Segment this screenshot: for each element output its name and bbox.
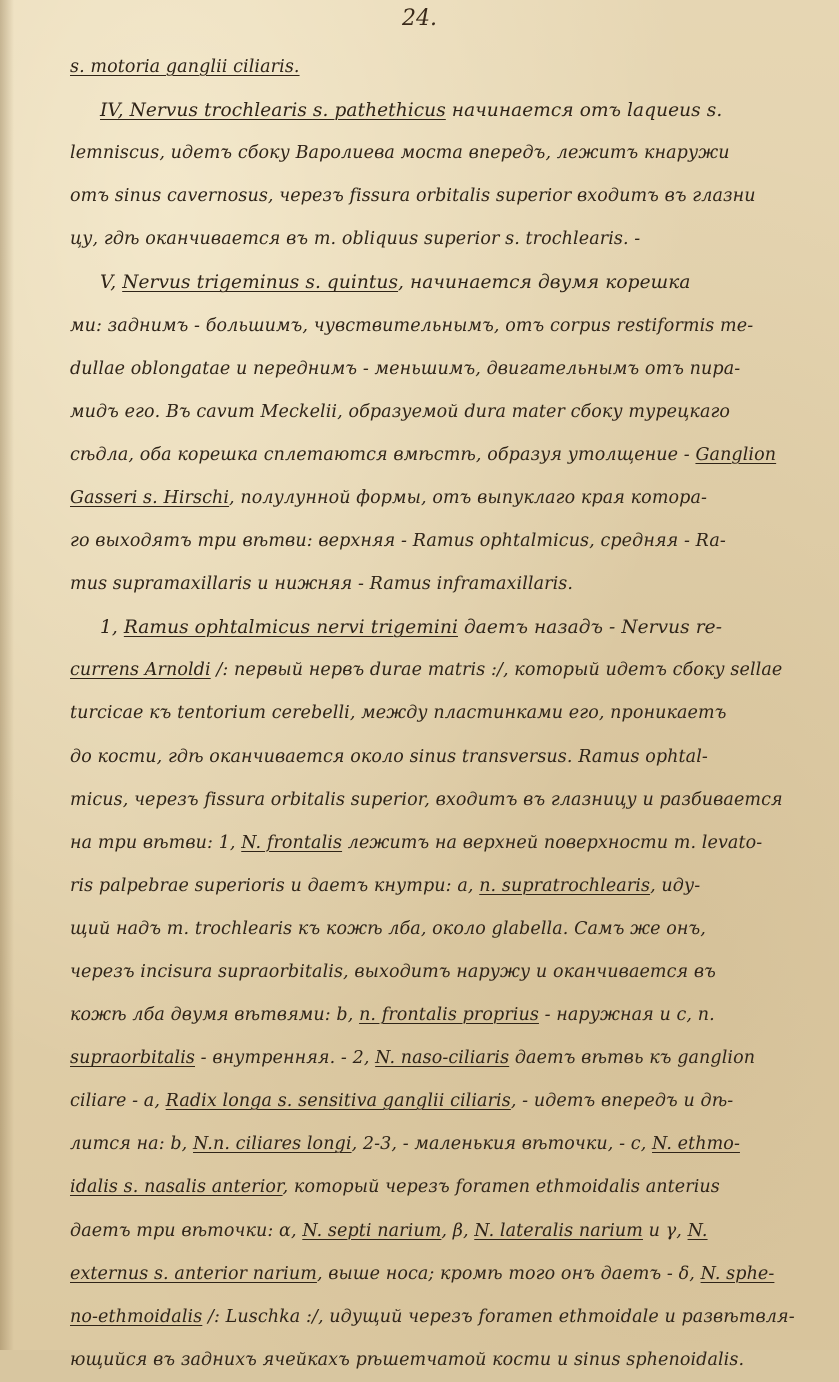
underlined-term: Ganglion [695,444,777,465]
line-text: ющийся въ заднихъ ячейкахъ рѣшетчатой кости и sinus sphenoidalis. [70,1349,745,1370]
underlined-term: Ramus ophtalmicus nervi trigemini [123,617,458,639]
underlined-term: N.n. ciliares longi [193,1134,352,1155]
line-text: ris palpebrae superioris и даетъ кнутри: a, [70,875,480,896]
manuscript-line [70,1210,830,1253]
line-text: /: первый нервъ durae matris :/, который идетъ сбоку sellae [210,660,783,681]
manuscript-line [70,89,830,132]
line-text: черезъ incisura supraorbitalis, выходитъ наружу и оканчивается въ [70,961,716,982]
underlined-term: n. frontalis proprius [359,1005,539,1026]
line-text: щий надъ m. trochlearis къ кожѣ лба, около glabella. Самъ же онъ, [70,918,706,939]
line-text: сѣдла, оба корешка сплетаются вмѣстѣ, образуя утолщение - [70,444,696,465]
underlined-term: N. septi narium [302,1220,442,1241]
manuscript-line [70,477,830,520]
line-text: лится на: b, [70,1134,194,1155]
line-text: даетъ назадъ - Nervus re- [457,617,723,639]
underlined-term: IV, Nervus trochlearis s. pathethicus [100,100,446,122]
line-text: , 2-3, - маленькия вѣточки, - c, [351,1134,653,1155]
manuscript-line [70,822,830,865]
line-text: /: Luschka :/, идущий черезъ foramen ethmoidale и развѣтвля- [202,1306,795,1327]
line-text: lemniscus, идетъ сбоку Варолиева моста впередъ, лежитъ кнаружи [70,143,730,164]
line-text: mus supramaxillaris и нижняя - Ramus inframaxillaris. [70,574,574,595]
line-text: , выше носа; кромѣ того онъ даетъ - δ, [316,1263,701,1284]
line-text: dullae oblongatae и переднимъ - меньшимъ, двигательнымъ отъ пира- [70,358,741,379]
manuscript-line [70,175,830,218]
manuscript-line [70,951,830,994]
line-text: начинается отъ laqueus s. [445,100,723,122]
manuscript-line [70,649,830,692]
underlined-term: N. [687,1220,708,1241]
page-number: 24. [402,6,437,31]
manuscript-line [70,865,830,908]
manuscript-line [70,1123,830,1166]
line-text: turcicae къ tentorium cerebelli, между пластинками его, проникаетъ [70,703,727,724]
manuscript-line [70,391,830,434]
underlined-term: externus s. anterior narium [70,1263,317,1284]
underlined-term: supraorbitalis [70,1048,195,1069]
manuscript-line [70,132,830,175]
line-text: даетъ три вѣточки: α, [70,1220,303,1241]
line-text: на три вѣтви: 1, [70,832,242,853]
underlined-term: N. ethmo- [652,1134,740,1155]
underlined-term: Radix longa s. sensitiva ganglii ciliaris [165,1091,511,1112]
manuscript-line [70,348,830,391]
manuscript-line [70,994,830,1037]
line-text: до кости, гдѣ оканчивается около sinus transversus. Ramus ophtal- [70,746,708,767]
underlined-term: N. frontalis [241,832,343,853]
line-text: , - идетъ впередъ и дѣ- [510,1091,734,1112]
manuscript-line [70,305,830,348]
line-text: ciliare - a, [70,1091,166,1112]
manuscript-line [70,1339,830,1382]
manuscript-line [70,779,830,822]
line-text: - наружная и c, n. [538,1005,715,1026]
manuscript-line [70,46,830,89]
line-text: 1, [100,617,124,639]
manuscript-line [70,1037,830,1080]
line-text: мидъ его. Въ cavum Meckelii, образуемой dura mater сбоку турецкаго [70,401,731,422]
line-text: V, [100,272,123,294]
line-text: и γ, [643,1220,688,1241]
manuscript-line [70,218,830,261]
underlined-term: s. motoria ganglii ciliaris. [70,57,300,77]
manuscript-line [70,736,830,779]
manuscript-line [70,520,830,563]
line-text: го выходятъ три вѣтви: верхняя - Ramus ophtalmicus, средняя - Ra- [70,531,726,552]
underlined-term: N. lateralis narium [474,1220,643,1241]
line-text: , полулунной формы, отъ выпуклаго края котора- [229,487,708,508]
line-text: , иду- [650,875,701,896]
underlined-term: N. naso-ciliaris [375,1048,510,1069]
manuscript-line [70,908,830,951]
manuscript-line [70,1080,830,1123]
manuscript-line [70,1253,830,1296]
manuscript-line [70,434,830,477]
line-text: micus, черезъ fissura orbitalis superior, входитъ въ глазницу и разбивается [70,789,783,810]
underlined-term: Nervus trigeminus s. quintus [122,272,399,294]
line-text: - внутренняя. - 2, [195,1048,376,1069]
manuscript-line [70,1296,830,1339]
manuscript-text [70,46,830,1382]
manuscript-line [70,1166,830,1209]
line-text: , начинается двумя корешка [398,272,691,294]
line-text: , β, [441,1220,475,1241]
underlined-term: currens Arnoldi [70,660,211,681]
line-text: лежитъ на верхней поверхности m. levato- [342,832,763,853]
line-text: отъ sinus cavernosus, черезъ fissura orbitalis superior входитъ въ глазни [70,186,756,207]
line-text: цу, гдѣ оканчивается въ m. obliquus superior s. trochlearis. - [70,229,641,250]
line-text: ми: заднимъ - большимъ, чувствительнымъ, отъ corpus restiformis me- [70,315,754,336]
underlined-term: idalis s. nasalis anterior [70,1177,283,1198]
underlined-term: Gasseri s. Hirschi [70,487,230,508]
underlined-term: n. supratrochlearis [479,875,651,896]
line-text: кожѣ лба двумя вѣтвями: b, [70,1005,360,1026]
underlined-term: no-ethmoidalis [70,1306,203,1327]
manuscript-line [70,261,830,304]
line-text: , который черезъ foramen ethmoidalis anterius [282,1177,720,1198]
page-binding-shadow [0,0,14,1350]
manuscript-line [70,692,830,735]
underlined-term: N. sphe- [700,1263,775,1284]
line-text: даетъ вѣтвь къ ganglion [509,1048,756,1069]
manuscript-line [70,563,830,606]
manuscript-line [70,606,830,649]
